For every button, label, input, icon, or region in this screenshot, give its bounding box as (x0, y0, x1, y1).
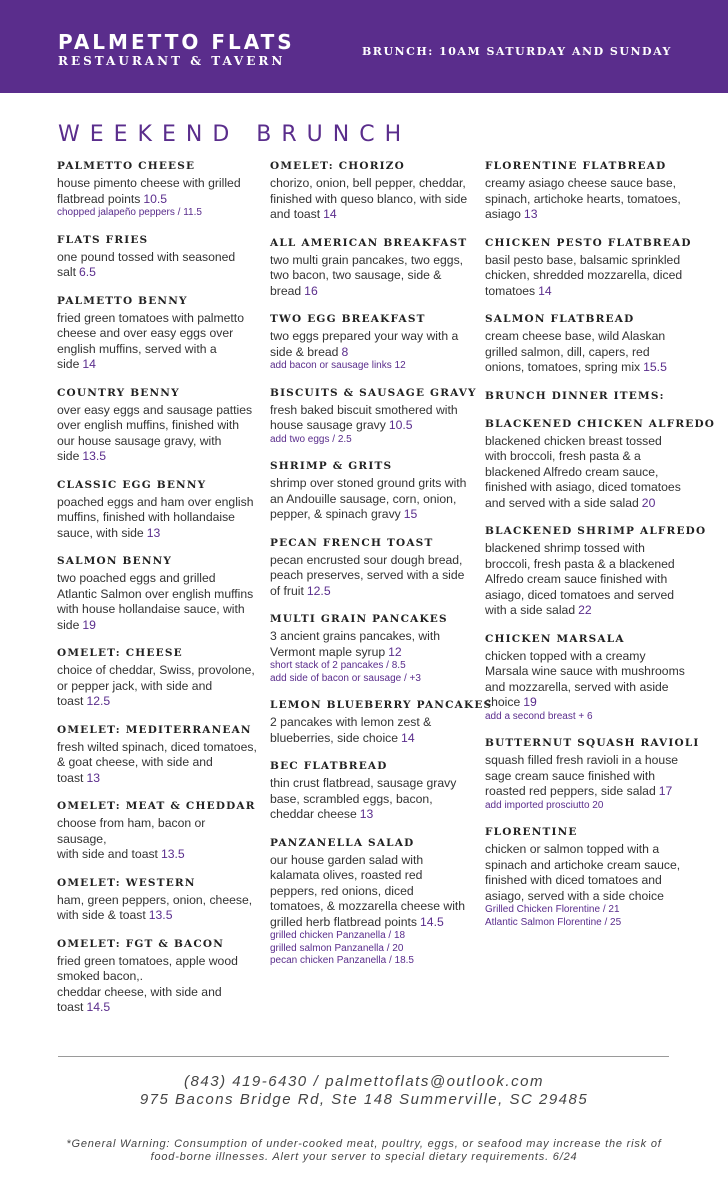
menu-item-price: 6.5 (78, 265, 96, 279)
menu-item-panzanella-salad (270, 837, 470, 968)
menu-item-name: ALL AMERICAN BREAKFAST (270, 236, 468, 249)
menu-item-name: TWO EGG BREAKFAST (270, 313, 426, 325)
menu-item-omelet-cheese (57, 647, 257, 710)
menu-item-description-text: shrimp over stoned ground grits with an Andouille sausage, corn, onion, pepper, & spinach gravy (270, 476, 467, 521)
email-address: palmettoflats@outlook.com (325, 1073, 544, 1090)
menu-item-description (57, 571, 257, 633)
menu-item-blackened-shrimp-alfredo (485, 525, 707, 619)
menu-item-description (485, 329, 685, 376)
menu-item-addon: add side of bacon or sausage / +3 (270, 672, 421, 684)
menu-item-salmon-flatbread (485, 313, 685, 376)
menu-item-price: 13.5 (148, 908, 173, 922)
menu-item-price: 13.5 (82, 449, 107, 463)
menu-item-description (270, 176, 470, 223)
menu-item-price: 14 (538, 283, 552, 298)
menu-item-price: 13 (86, 770, 100, 785)
food-safety-warning: *General Warning: Consumption of under-cooked meat, poultry, eggs, or seafood may increase the risk of food-borne illnesses. Alert your server to special dietary requirements. 6/24 (66, 1138, 662, 1163)
menu-item-description-text: ham, green peppers, onion, cheese, with side & toast (57, 892, 253, 922)
menu-item-price: 14 (401, 730, 415, 745)
contact-info (0, 1073, 728, 1109)
menu-item-description (485, 842, 685, 904)
menu-column-2 (270, 160, 493, 982)
menu-item-omelet-fgt-bacon (57, 938, 257, 1016)
menu-item-description-text: fried green tomatoes with palmetto cheese and over easy eggs over english muffins, served with a side (57, 310, 244, 371)
menu-item-price: 14 (82, 357, 96, 371)
menu-item-name: OMELET: MEDITERRANEAN (57, 723, 252, 736)
menu-item-price: 20 (641, 495, 656, 510)
menu-item-description (270, 853, 470, 931)
menu-item-description (57, 495, 257, 542)
menu-item-addon: Grilled Chicken Florentine / 21 (485, 904, 620, 915)
menu-item-price: 13 (523, 207, 538, 221)
menu-item-butternut-squash-ravioli (485, 737, 700, 812)
menu-item-addon: pecan chicken Panzanella / 18.5 (270, 955, 414, 966)
menu-item-name: BUTTERNUT SQUASH RAVIOLI (485, 737, 700, 749)
menu-item-classic-egg-benny (57, 479, 257, 542)
menu-item-description (485, 541, 685, 619)
menu-item-name: BEC FLATBREAD (270, 760, 388, 772)
menu-item-price: 8 (341, 344, 349, 359)
menu-item-description-text: fried green tomatoes, apple wood smoked bacon,. cheddar cheese, with side and toast (57, 953, 238, 1014)
menu-item-description (485, 176, 685, 223)
menu-item-name: BLACKENED SHRIMP ALFREDO (485, 525, 707, 537)
menu-item-description (57, 663, 257, 710)
menu-item-description (57, 740, 257, 787)
menu-item-shrimp-grits (270, 460, 470, 523)
menu-item-omelet-mediterranean (57, 724, 257, 787)
menu-item-two-egg-breakfast (270, 313, 470, 373)
menu-item-florentine (485, 826, 685, 929)
menu-item-name: CLASSIC EGG BENNY (57, 478, 207, 491)
menu-item-description-text: chorizo, onion, bell pepper, cheddar, finished with queso blanco, with side and toast (270, 176, 468, 221)
menu-item-name: OMELET: MEAT & CHEDDAR (57, 800, 256, 812)
menu-item-name: OMELET: WESTERN (57, 876, 196, 889)
menu-item-all-american-breakfast (270, 237, 470, 300)
menu-item-description-text: 3 ancient grains pancakes, with Vermont maple syrup (270, 629, 441, 659)
menu-item-description-text: one pound tossed with seasoned salt (57, 249, 236, 279)
menu-item-description (57, 250, 257, 281)
menu-item-price: 16 (304, 283, 318, 298)
menu-item-florentine-flatbread (485, 160, 685, 223)
menu-item-description (485, 434, 685, 512)
menu-item-chicken-pesto-flatbread (485, 236, 692, 300)
menu-item-name: PALMETTO CHEESE (57, 160, 196, 172)
brand-subtitle: RESTAURANT & TAVERN (58, 54, 286, 68)
menu-item-description-text: chicken topped with a creamy Marsala wine sauce with mushrooms and mozzarella, served with aside choice (485, 648, 685, 709)
menu-item-description-text: our house garden salad with kalamata olives, roasted red peppers, red onions, diced tomatoes, & mozzarella cheese with grilled herb flatbread points (270, 852, 466, 929)
menu-item-price: 10.5 (143, 191, 168, 206)
menu-item-description-text: choice of cheddar, Swiss, provolone, or pepper jack, with side and toast (57, 663, 255, 708)
menu-item-palmetto-benny (57, 295, 257, 373)
brunch-hours: BRUNCH: 10AM SATURDAY AND SUNDAY (362, 45, 672, 58)
menu-item-chicken-marsala (485, 633, 685, 724)
menu-item-name: COUNTRY BENNY (57, 386, 180, 399)
menu-item-price: 19 (523, 695, 537, 709)
menu-item-addon: grilled chicken Panzanella / 18 (270, 930, 406, 941)
menu-item-description (270, 629, 470, 660)
menu-item-name: FLATS FRIES (57, 233, 149, 246)
menu-item-price: 14.5 (420, 914, 444, 929)
menu-item-name: OMELET: CHORIZO (270, 160, 406, 172)
menu-item-price: 22 (578, 603, 592, 617)
menu-item-description (270, 403, 470, 434)
menu-item-price: 13 (146, 525, 161, 540)
menu-item-description (270, 253, 470, 300)
menu-item-addon: add imported prosciutto 20 (485, 799, 604, 811)
menu-item-description-text: two eggs prepared your way with a side & bread (270, 329, 459, 359)
menu-item-price: 12.5 (86, 694, 111, 708)
menu-item-biscuits-sausage-gravy (270, 386, 477, 447)
menu-item-description-text: 2 pancakes with lemon zest & blueberries, side choice (270, 715, 432, 745)
section-label-dinner-items: BRUNCH DINNER ITEMS: (485, 389, 665, 402)
page-title: WEEKEND BRUNCH (58, 122, 412, 147)
menu-item-omelet-chorizo (270, 160, 470, 223)
menu-column-3-top (485, 160, 692, 376)
menu-item-name: OMELET: FGT & BACON (57, 937, 225, 950)
menu-item-pecan-french-toast (270, 537, 470, 600)
menu-item-description-text: two multi grain pancakes, two eggs, two bacon, two sausage, side & bread (270, 252, 464, 298)
street-address: 975 Bacons Bridge Rd, Ste 148 Summerville, SC 29485 (139, 1091, 589, 1108)
menu-item-omelet-meat-cheddar (57, 800, 257, 863)
menu-item-description (270, 776, 470, 823)
menu-item-flats-fries (57, 234, 257, 281)
menu-item-description (270, 329, 470, 360)
menu-column-1 (57, 160, 257, 1030)
menu-item-description-text: thin crust flatbread, sausage gravy base, scrambled eggs, bacon, cheddar cheese (270, 776, 457, 821)
menu-item-description (57, 176, 257, 207)
menu-item-description (57, 403, 257, 465)
menu-item-description-text: fresh baked biscuit smothered with house sausage gravy (270, 402, 458, 432)
menu-item-addon: add a second breast + 6 (485, 710, 593, 722)
menu-item-name: FLORENTINE FLATBREAD (485, 160, 667, 172)
menu-item-name: FLORENTINE (485, 826, 578, 838)
menu-item-description-text: chicken or salmon topped with a spinach and artichoke cream sauce, finished with diced tomatoes and asiago, served with a side choice (485, 842, 681, 903)
menu-item-description (57, 311, 257, 373)
menu-item-name: BISCUITS & SAUSAGE GRAVY (270, 386, 477, 399)
menu-item-description (270, 476, 470, 523)
menu-item-addon: short stack of 2 pancakes / 8.5 (270, 660, 406, 671)
menu-item-omelet-western (57, 877, 257, 924)
menu-item-name: PANZANELLA SALAD (270, 836, 415, 849)
menu-column-3-bottom (485, 417, 716, 930)
menu-item-name: CHICKEN PESTO FLATBREAD (485, 236, 692, 249)
menu-item-description-text: blackened chicken breast tossed with broccoli, fresh pasta & a blackened Alfredo cream sauce, finished with asiago, diced tomatoes and served with a side salad (485, 433, 681, 510)
menu-item-description (485, 649, 685, 711)
menu-item-country-benny (57, 387, 257, 465)
phone-number: (843) 419-6430 (184, 1073, 308, 1090)
menu-item-addon: add two eggs / 2.5 (270, 433, 352, 445)
menu-item-price: 15.5 (643, 360, 667, 374)
menu-item-price: 12.5 (306, 583, 331, 598)
menu-item-name: SHRIMP & GRITS (270, 460, 393, 472)
menu-item-description-text: two poached eggs and grilled Atlantic Salmon over english muffins with house hollandaise sauce, with side (57, 571, 254, 632)
menu-item-description-text: poached eggs and ham over english muffins, finished with hollandaise sauce, with side (57, 494, 254, 540)
menu-item-description (57, 816, 257, 863)
menu-item-blackened-chicken-alfredo (485, 417, 716, 512)
menu-item-description-text: creamy asiago cheese sauce base, spinach, artichoke hearts, tomatoes, asiago (485, 176, 681, 221)
menu-item-bec-flatbread (270, 760, 470, 823)
menu-item-description-text: over easy eggs and sausage patties over english muffins, finished with our house sausage gravy, with side (57, 402, 253, 463)
menu-item-price: 15 (403, 507, 418, 521)
menu-item-multi-grain-pancakes (270, 613, 470, 685)
menu-item-price: 10.5 (388, 418, 413, 432)
menu-item-description (57, 954, 257, 1016)
menu-item-description (57, 893, 257, 924)
menu-item-description (485, 253, 685, 300)
menu-item-description-text: basil pesto base, balsamic sprinkled chicken, shredded mozzarella, diced tomatoes (485, 252, 683, 298)
menu-item-name: CHICKEN MARSALA (485, 632, 625, 645)
header-banner (0, 0, 728, 93)
menu-item-name: OMELET: CHEESE (57, 647, 183, 659)
menu-item-description-text: choose from ham, bacon or sausage, with side and toast (57, 816, 206, 861)
menu-item-price: 12 (388, 644, 402, 659)
menu-item-description-text: cream cheese base, wild Alaskan grilled salmon, dill, capers, red onions, tomatoes, spring mix (485, 329, 666, 374)
menu-item-name: SALMON BENNY (57, 555, 173, 567)
footer-divider (58, 1056, 669, 1057)
menu-item-name: BLACKENED CHICKEN ALFREDO (485, 417, 716, 430)
menu-item-name: PALMETTO BENNY (57, 294, 188, 307)
menu-item-salmon-benny (57, 555, 257, 633)
menu-item-addon: grilled salmon Panzanella / 20 (270, 942, 404, 954)
menu-item-description-text: blackened shrimp tossed with broccoli, fresh pasta & a blackened Alfredo cream sauce finished with asiago, diced tomatoes and served with a side salad (485, 541, 675, 617)
contact-separator: / (313, 1073, 320, 1090)
menu-item-description-text: pecan encrusted sour dough bread, peach preserves, served with a side of fruit (270, 552, 465, 598)
menu-item-description (270, 715, 470, 746)
menu-item-name: PECAN FRENCH TOAST (270, 536, 434, 549)
menu-item-name: LEMON BLUEBERRY PANCAKES (270, 699, 493, 711)
menu-item-price: 13.5 (160, 847, 185, 861)
menu-item-addon: chopped jalapeño peppers / 11.5 (57, 207, 202, 218)
menu-item-description (485, 753, 685, 800)
menu-item-addon: add bacon or sausage links 12 (270, 360, 406, 371)
contact-line-1 (0, 1073, 728, 1091)
menu-item-price: 13 (359, 807, 374, 821)
menu-item-description-text: squash filled fresh ravioli in a house sage cream sauce finished with roasted red peppers, side salad (485, 753, 679, 798)
menu-item-description-text: fresh wilted spinach, diced tomatoes, & goat cheese, with side and toast (57, 739, 257, 785)
menu-item-palmetto-cheese (57, 160, 257, 220)
brand-name: PALMETTO FLATS (58, 30, 295, 54)
menu-item-price: 17 (658, 784, 673, 798)
menu-item-lemon-blueberry-pancakes (270, 699, 493, 746)
menu-item-addon: Atlantic Salmon Florentine / 25 (485, 916, 622, 928)
menu-item-description-text: house pimento cheese with grilled flatbread points (57, 176, 241, 206)
menu-item-name: MULTI GRAIN PANCAKES (270, 613, 448, 625)
menu-item-price: 19 (82, 617, 96, 632)
menu-item-description (270, 553, 470, 600)
menu-column-3 (485, 160, 716, 943)
menu-item-price: 14 (323, 207, 337, 221)
menu-item-price: 14.5 (86, 1000, 111, 1014)
menu-item-name: SALMON FLATBREAD (485, 313, 635, 325)
